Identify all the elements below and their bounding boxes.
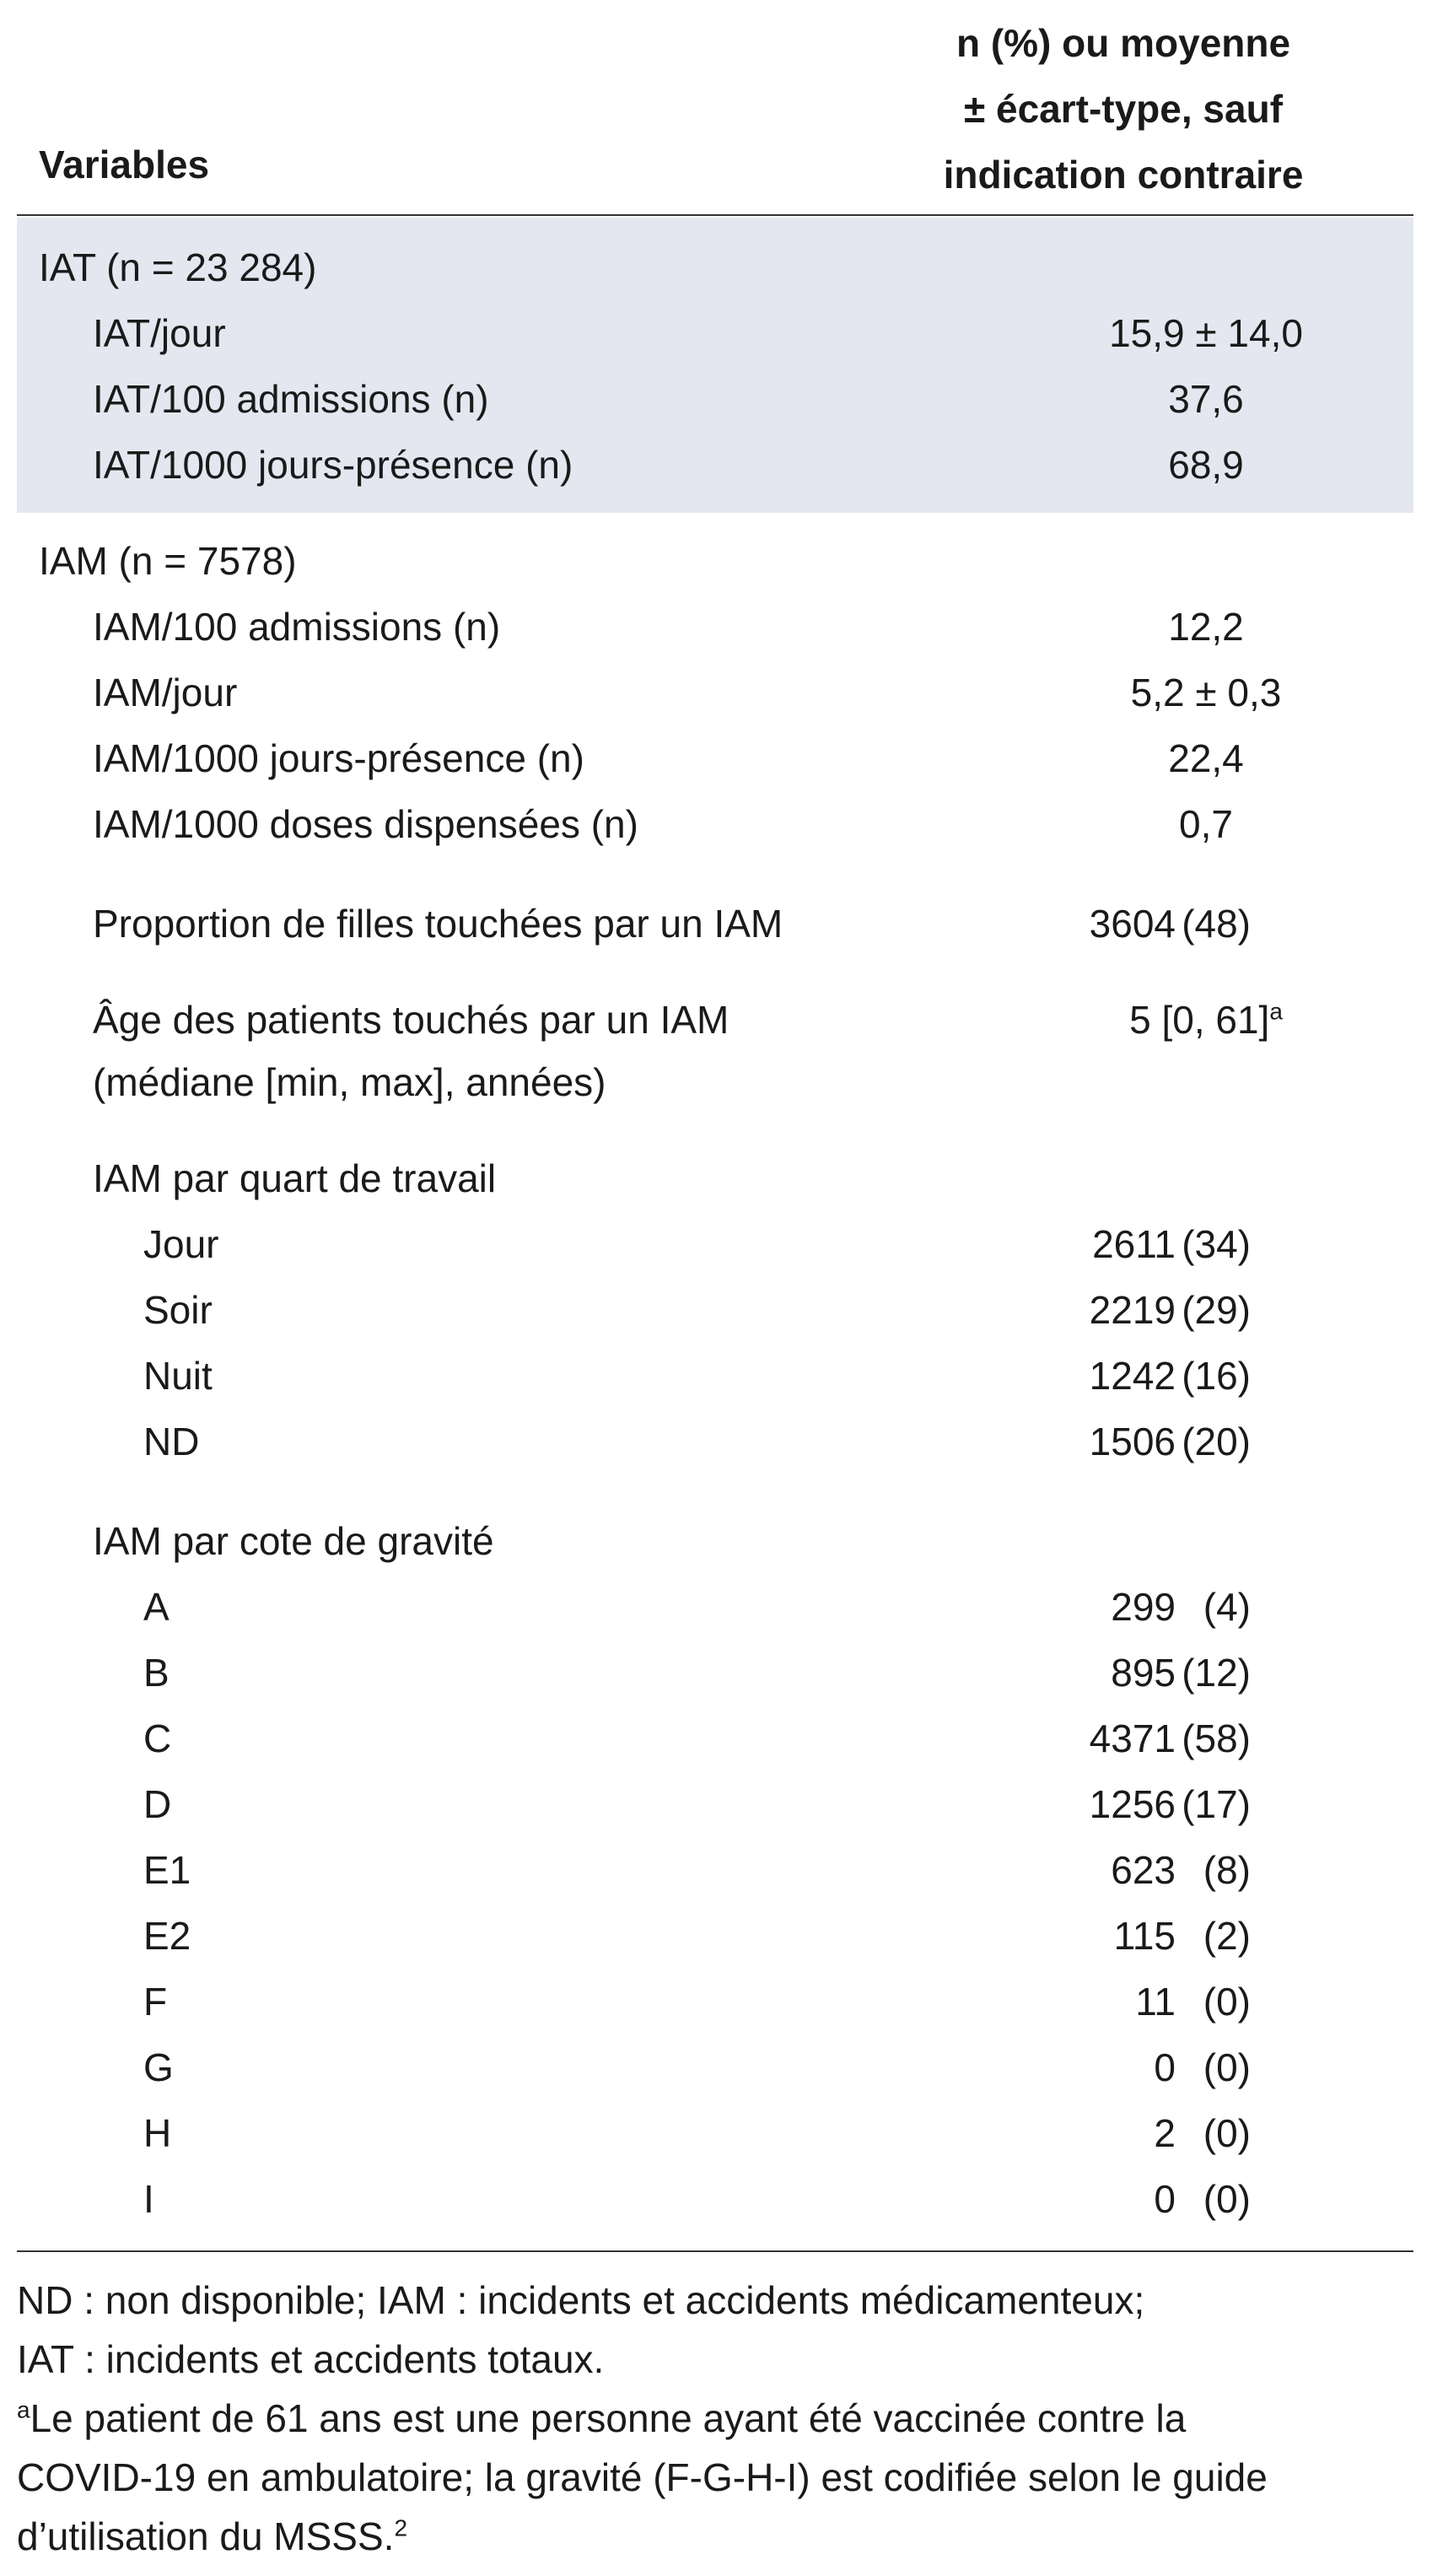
severity-group-title-row bbox=[0, 1508, 1432, 1574]
footnote-a-line3 bbox=[17, 2507, 1417, 2566]
iam-section-title: IAM (n = 7578) bbox=[39, 539, 297, 583]
row-n: 2219 bbox=[1089, 1288, 1176, 1332]
proportion-row bbox=[0, 891, 1432, 957]
row-n: 623 bbox=[1111, 1848, 1176, 1892]
row-label: IAM/100 admissions (n) bbox=[93, 605, 501, 649]
row-pct: (0) bbox=[1203, 2111, 1251, 2155]
row-pct: (58) bbox=[1182, 1716, 1251, 1760]
row-label: IAM/1000 doses dispensées (n) bbox=[93, 802, 638, 846]
row-label: IAT/1000 jours-présence (n) bbox=[93, 443, 573, 487]
row-label: I bbox=[143, 2177, 154, 2221]
footnote-a-text: Le patient de 61 ans est une personne ayant été vaccinée contre la bbox=[30, 2396, 1187, 2440]
row-n: 2611 bbox=[1092, 1222, 1176, 1266]
table-row bbox=[0, 1969, 1432, 2034]
row-n: 0 bbox=[1154, 2177, 1176, 2221]
row-pct: (17) bbox=[1182, 1782, 1251, 1826]
row-label: E1 bbox=[143, 1848, 191, 1892]
table-row bbox=[0, 1211, 1432, 1277]
row-label: E2 bbox=[143, 1914, 191, 1958]
iat-section-title: IAT (n = 23 284) bbox=[39, 245, 317, 289]
row-pct: (4) bbox=[1203, 1585, 1251, 1629]
table-row bbox=[0, 1837, 1432, 1903]
column-header-variables: Variables bbox=[39, 143, 210, 186]
row-label: C bbox=[143, 1716, 172, 1760]
header-rule bbox=[17, 214, 1413, 216]
column-header-values-line1: n (%) ou moyenne bbox=[956, 21, 1291, 65]
row-n: 1506 bbox=[1089, 1420, 1176, 1463]
row-n: 895 bbox=[1111, 1651, 1176, 1695]
table-row bbox=[0, 2166, 1432, 2232]
severity-group-title: IAM par cote de gravité bbox=[93, 1519, 494, 1563]
row-label: A bbox=[143, 1585, 170, 1629]
footnotes bbox=[17, 2271, 1417, 2566]
proportion-n: 3604 bbox=[1089, 902, 1176, 946]
row-pct: (34) bbox=[1182, 1222, 1251, 1266]
row-pct: (0) bbox=[1203, 1980, 1251, 2024]
column-header-values bbox=[862, 10, 1385, 207]
row-label: IAT/jour bbox=[93, 311, 226, 355]
row-pct: (29) bbox=[1182, 1288, 1251, 1332]
column-header-values-line2: ± écart-type, sauf bbox=[963, 87, 1284, 131]
age-value-text: 5 [0, 61] bbox=[1129, 998, 1270, 1042]
row-value: 15,9 ± 14,0 bbox=[1109, 311, 1303, 355]
row-value: 37,6 bbox=[1168, 377, 1244, 421]
table-row bbox=[0, 1574, 1432, 1640]
row-value: 68,9 bbox=[1168, 443, 1244, 487]
column-header-values-line3: indication contraire bbox=[943, 153, 1304, 197]
table-row bbox=[0, 1771, 1432, 1837]
shift-group-title: IAM par quart de travail bbox=[93, 1156, 497, 1200]
row-n: 299 bbox=[1111, 1585, 1176, 1629]
table-row bbox=[0, 366, 1432, 432]
table-row bbox=[0, 594, 1432, 660]
row-pct: (2) bbox=[1203, 1914, 1251, 1958]
age-value bbox=[928, 987, 1432, 1053]
row-n: 0 bbox=[1154, 2045, 1176, 2089]
row-pct: (20) bbox=[1182, 1420, 1251, 1463]
age-row-line2 bbox=[0, 1049, 1432, 1115]
row-value: 5,2 ± 0,3 bbox=[1130, 671, 1282, 714]
footnote-abbrev-line1: ND : non disponible; IAM : incidents et accidents médicamenteux; bbox=[17, 2278, 1145, 2322]
row-value: 0,7 bbox=[1179, 802, 1233, 846]
table-row bbox=[0, 1903, 1432, 1969]
row-label: B bbox=[143, 1651, 170, 1695]
footnote-mark: a bbox=[17, 2396, 30, 2423]
row-n: 4371 bbox=[1089, 1716, 1176, 1760]
table-row bbox=[0, 660, 1432, 725]
table-row bbox=[0, 1640, 1432, 1706]
row-value: 12,2 bbox=[1168, 605, 1244, 649]
footnote-a-line3-text: d’utilisation du MSSS. bbox=[17, 2514, 395, 2558]
row-value: 22,4 bbox=[1168, 736, 1244, 780]
proportion-label: Proportion de filles touchées par un IAM bbox=[93, 902, 783, 946]
row-label: F bbox=[143, 1980, 168, 2024]
table-row bbox=[0, 2034, 1432, 2100]
age-label-line2: (médiane [min, max], années) bbox=[93, 1060, 606, 1104]
proportion-pct: (48) bbox=[1182, 902, 1251, 946]
footnote-a-line1 bbox=[17, 2389, 1417, 2448]
row-pct: (16) bbox=[1182, 1354, 1251, 1398]
row-label: IAM/1000 jours-présence (n) bbox=[93, 736, 584, 780]
table-row bbox=[0, 1706, 1432, 1771]
table-row bbox=[0, 300, 1432, 366]
row-label: IAM/jour bbox=[93, 671, 238, 714]
row-label: ND bbox=[143, 1420, 200, 1463]
row-label: D bbox=[143, 1782, 172, 1826]
footnote-abbrev-line2: IAT : incidents et accidents totaux. bbox=[17, 2337, 605, 2381]
footnote-a-line2: COVID-19 en ambulatoire; la gravité (F-G-H-I) est codifiée selon le guide bbox=[17, 2455, 1268, 2499]
row-label: Nuit bbox=[143, 1354, 213, 1398]
age-label-line1: Âge des patients touchés par un IAM bbox=[93, 998, 729, 1042]
row-label: H bbox=[143, 2111, 172, 2155]
table-row bbox=[0, 1409, 1432, 1474]
table-row bbox=[0, 1343, 1432, 1409]
row-pct: (12) bbox=[1182, 1651, 1251, 1695]
row-n: 115 bbox=[1113, 1914, 1176, 1958]
row-label: IAT/100 admissions (n) bbox=[93, 377, 489, 421]
iam-section-title-row bbox=[0, 528, 1432, 594]
row-n: 2 bbox=[1154, 2111, 1176, 2155]
age-row-line1 bbox=[0, 987, 1432, 1053]
shift-group-title-row bbox=[0, 1145, 1432, 1211]
table-row bbox=[0, 1277, 1432, 1343]
row-pct: (0) bbox=[1203, 2045, 1251, 2089]
age-footnote-mark: a bbox=[1269, 998, 1283, 1025]
row-pct: (0) bbox=[1203, 2177, 1251, 2221]
table-row bbox=[0, 432, 1432, 498]
table-row bbox=[0, 2100, 1432, 2166]
table-row bbox=[0, 725, 1432, 791]
row-label: Soir bbox=[143, 1288, 213, 1332]
iat-section-title-row bbox=[0, 234, 1432, 300]
row-n: 11 bbox=[1135, 1980, 1176, 2024]
row-n: 1242 bbox=[1089, 1354, 1176, 1398]
table-row bbox=[0, 791, 1432, 857]
footer-rule bbox=[17, 2250, 1413, 2252]
reference-mark: 2 bbox=[394, 2514, 408, 2541]
row-label: Jour bbox=[143, 1222, 219, 1266]
row-label: G bbox=[143, 2045, 174, 2089]
row-pct: (8) bbox=[1203, 1848, 1251, 1892]
row-n: 1256 bbox=[1089, 1782, 1176, 1826]
